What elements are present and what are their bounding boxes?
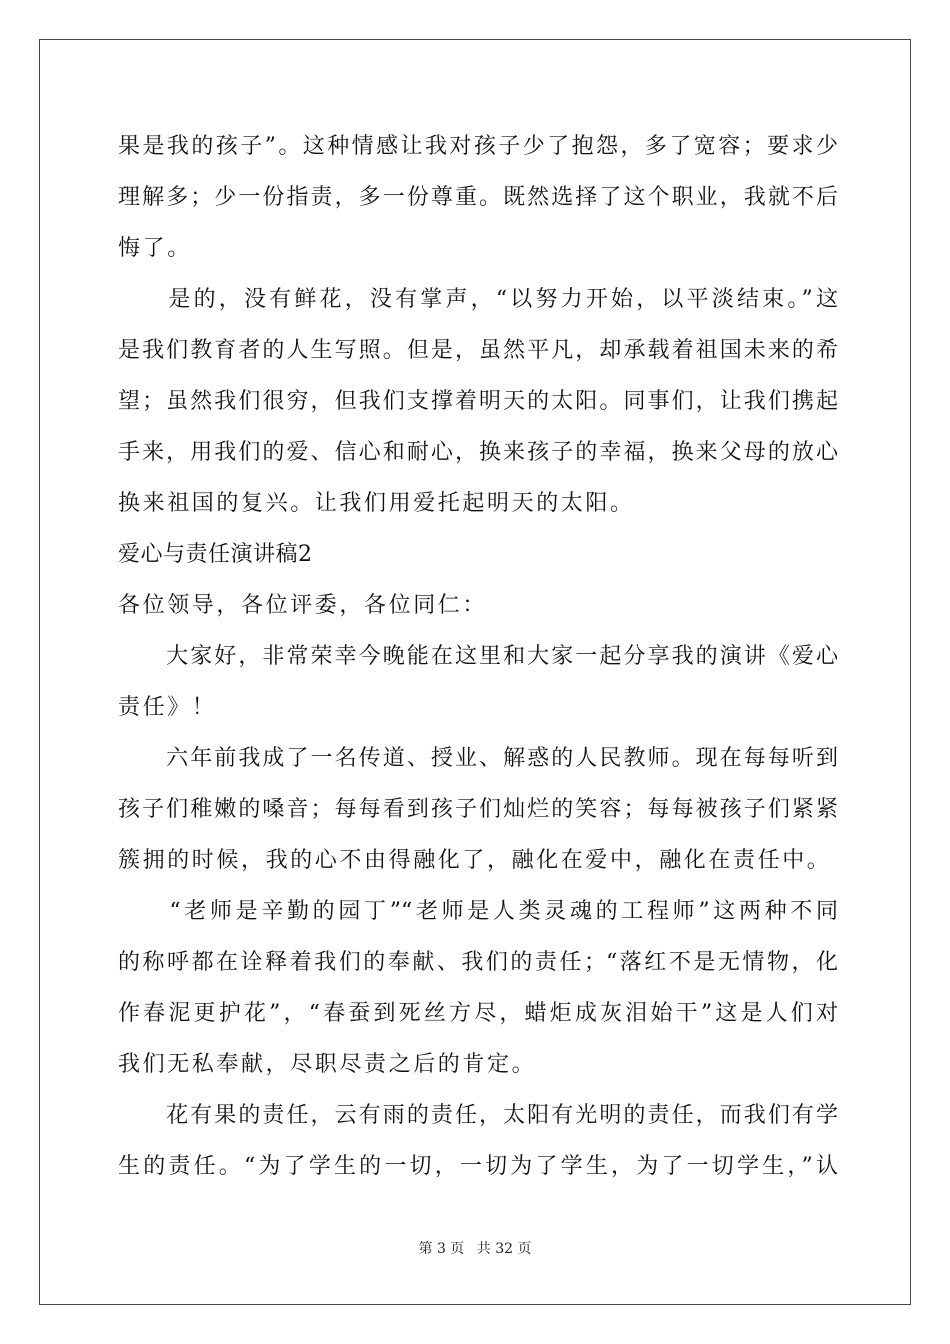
- body-line: “老师是辛勤的园丁”“老师是人类灵魂的工程师”这两种不同: [118, 899, 838, 924]
- body-line: 花有果的责任，云有雨的责任，太阳有光明的责任，而我们有学: [118, 1103, 838, 1128]
- body-line: 簇拥的时候，我的心不由得融化了，融化在爱中，融化在责任中。: [118, 848, 832, 873]
- body-line: 大家好，非常荣幸今晚能在这里和大家一起分享我的演讲《爱心: [118, 644, 838, 669]
- body-line: 是的，没有鲜花，没有掌声，“以努力开始，以平淡结束。”这: [118, 287, 838, 312]
- body-line: 是我们教育者的人生写照。但是，虽然平凡，却承载着祖国未来的希: [118, 338, 838, 363]
- body-line: 作春泥更护花”，“春蚕到死丝方尽，蜡炬成灰泪始干”这是人们对: [118, 1001, 838, 1026]
- body-line: 果是我的孩子”。这种情感让我对孩子少了抱怨，多了宽容；要求少: [118, 134, 838, 159]
- body-line: 责任》！: [118, 695, 217, 720]
- page-footer: [0, 1240, 950, 1258]
- body-line: 生的责任。“为了学生的一切，一切为了学生，为了一切学生，”认: [118, 1154, 838, 1179]
- salutation-line: 各位领导，各位评委，各位同仁：: [118, 593, 488, 618]
- page-number: 第 3 页: [418, 1241, 465, 1257]
- body-line: 换来祖国的复兴。让我们用爱托起明天的太阳。: [118, 491, 635, 516]
- body-line: 孩子们稚嫩的嗓音；每每看到孩子们灿烂的笑容；每每被孩子们紧紧: [118, 797, 838, 822]
- body-line: 望；虽然我们很穷，但我们支撑着明天的太阳。同事们，让我们携起: [118, 389, 838, 414]
- body-line: 的称呼都在诠释着我们的奉献、我们的责任；“落红不是无情物，化: [118, 950, 838, 975]
- body-line: 理解多；少一份指责，多一份尊重。既然选择了这个职业，我就不后: [118, 185, 838, 210]
- section-heading: 爱心与责任演讲稿2: [118, 542, 313, 567]
- body-line: 悔了。: [118, 236, 192, 261]
- page-total: 共 32 页: [476, 1241, 532, 1257]
- body-line: 我们无私奉献，尽职尽责之后的肯定。: [118, 1052, 537, 1077]
- body-line: 手来，用我们的爱、信心和耐心，换来孩子的幸福，换来父母的放心: [118, 440, 838, 465]
- body-line: 六年前我成了一名传道、授业、解惑的人民教师。现在每每听到: [118, 746, 838, 771]
